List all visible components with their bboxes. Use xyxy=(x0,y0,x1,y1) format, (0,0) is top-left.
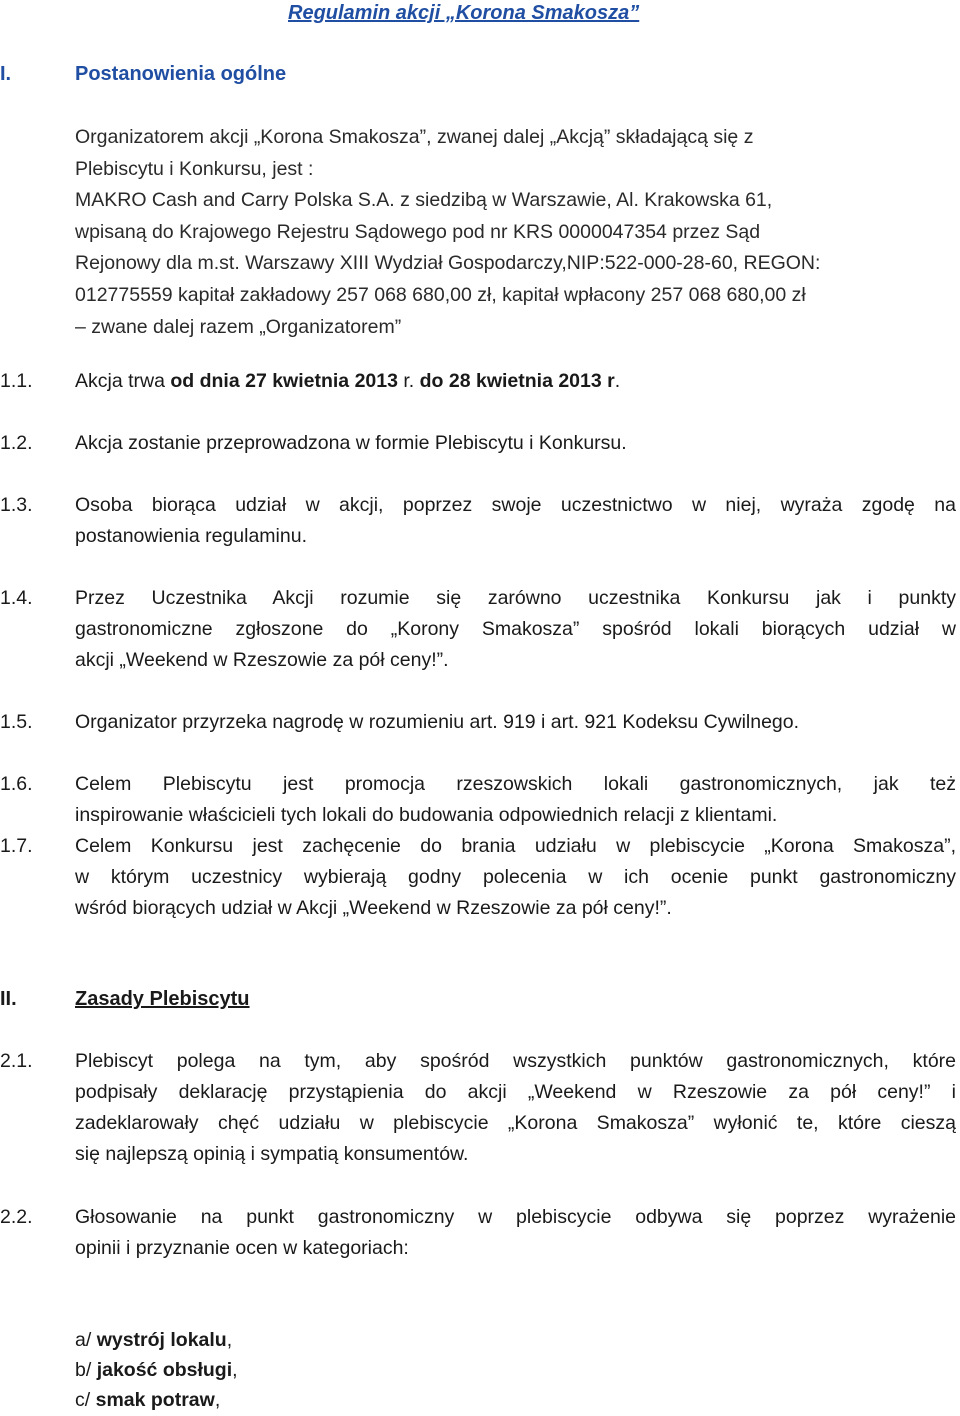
organizer-paragraph xyxy=(75,122,955,343)
text-line: inspirowanie właścicieli tych lokali do budowania odpowiednich relacji z klientami. xyxy=(75,804,778,826)
text-line: w którym uczestnicy wybierają godny polecenia w ich ocenie punkt gastronomiczny xyxy=(75,866,956,888)
section-number: I. xyxy=(0,63,12,85)
clause-number: 1.3. xyxy=(0,494,33,516)
text-line: gastronomiczne zgłoszone do „Korony Smakosza” spośród lokali biorących udział w xyxy=(75,618,956,640)
clause-number: 1.1. xyxy=(0,370,33,392)
text-fragment: r. xyxy=(397,370,420,392)
text-fragment: . xyxy=(614,370,621,392)
text-line xyxy=(75,366,956,397)
document-title: Regulamin akcji „Korona Smakosza” xyxy=(288,2,640,24)
clause-number: 1.2. xyxy=(0,432,33,454)
section-title: Zasady Plebiscytu xyxy=(75,988,250,1010)
text-line: Akcja zostanie przeprowadzona w formie Plebiscytu i Konkursu. xyxy=(75,432,627,454)
option-label: smak potraw xyxy=(95,1389,215,1411)
text-line: Osoba biorąca udział w akcji, poprzez swoje uczestnictwo w niej, wyraża zgodę na xyxy=(75,494,956,516)
text-fragment: Rejonowy dla m.st. xyxy=(75,252,240,275)
clause-number: 2.1. xyxy=(0,1050,33,1072)
text-line: postanowienia regulaminu. xyxy=(75,525,307,547)
option-prefix: b/ xyxy=(75,1359,97,1381)
date-to: do 28 kwietnia 2013 r xyxy=(419,370,615,392)
text-line: się najlepszą opinią i sympatią konsumentów. xyxy=(75,1143,469,1165)
option-prefix: a/ xyxy=(75,1329,97,1351)
category-option-c xyxy=(75,1385,220,1416)
text-line: Celem Plebiscytu jest promocja rzeszowskich lokali gastronomicznych, jak też xyxy=(75,773,956,795)
category-option-b xyxy=(75,1355,238,1386)
option-label: wystrój lokalu xyxy=(96,1329,227,1351)
text-line: podpisały deklarację przystąpienia do akcji „Weekend w Rzeszowie za pół ceny!” i xyxy=(75,1081,956,1103)
option-suffix: , xyxy=(232,1359,238,1381)
text-line: wpisaną do Krajowego Rejestru Sądowego pod nr KRS 0000047354 przez Sąd xyxy=(75,220,761,243)
text-line: Głosowanie na punkt gastronomiczny w plebiscycie odbywa się poprzez wyrażenie xyxy=(75,1206,956,1228)
clause-number: 1.5. xyxy=(0,711,33,733)
text-line: Organizator przyrzeka nagrodę w rozumieniu art. 919 i art. 921 Kodeksu Cywilnego. xyxy=(75,711,800,733)
text-line: wśród biorących udział w Akcji „Weekend w Rzeszowie za pół ceny!”. xyxy=(75,897,672,919)
text-line: – zwane dalej razem „Organizatorem” xyxy=(75,315,402,338)
date-from: od dnia 27 kwietnia 2013 xyxy=(170,370,398,392)
text-fragment: Akcja trwa xyxy=(75,370,171,392)
clause-number: 2.2. xyxy=(0,1206,33,1228)
option-prefix: c/ xyxy=(75,1389,96,1411)
option-suffix: , xyxy=(226,1329,233,1351)
clause-number: 1.4. xyxy=(0,587,33,609)
section-title: Postanowienia ogólne xyxy=(75,63,287,85)
text-fragment: Warszawy XIII Wydział Gospodarczy,NIP:522-000-28-60, REGON: xyxy=(239,252,821,275)
option-suffix: , xyxy=(214,1389,221,1411)
clause-number: 1.7. xyxy=(0,835,33,857)
option-label: jakość obsługi xyxy=(96,1359,233,1381)
text-line: MAKRO Cash and Carry Polska S.A. z siedzibą w Warszawie, Al. Krakowska 61, xyxy=(75,189,773,212)
section-number: II. xyxy=(0,988,17,1010)
text-line: Plebiscyt polega na tym, aby spośród wszystkich punktów gastronomicznych, które xyxy=(75,1050,956,1072)
text-line: zadeklarowały chęć udziału w plebiscycie „Korona Smakosza” wyłonić te, które cieszą xyxy=(75,1112,956,1134)
category-option-a xyxy=(75,1325,232,1356)
text-line: Plebiscytu i Konkursu, jest : xyxy=(75,157,314,180)
clause-number: 1.6. xyxy=(0,773,33,795)
text-line: Celem Konkursu jest zachęcenie do brania udziału w plebiscycie „Korona Smakosza”, xyxy=(75,835,956,857)
text-line: Przez Uczestnika Akcji rozumie się zarówno uczestnika Konkursu jak i punkty xyxy=(75,587,956,609)
text-line: 012775559 kapitał zakładowy 257 068 680,00 zł, kapitał wpłacony 257 068 680,00 zł xyxy=(75,283,806,306)
text-line xyxy=(75,248,955,280)
text-line: akcji „Weekend w Rzeszowie za pół ceny!”. xyxy=(75,649,449,671)
text-line: Organizatorem akcji „Korona Smakosza”, zwanej dalej „Akcją” składającą się z xyxy=(75,126,754,148)
text-line: opinii i przyznanie ocen w kategoriach: xyxy=(75,1237,409,1259)
